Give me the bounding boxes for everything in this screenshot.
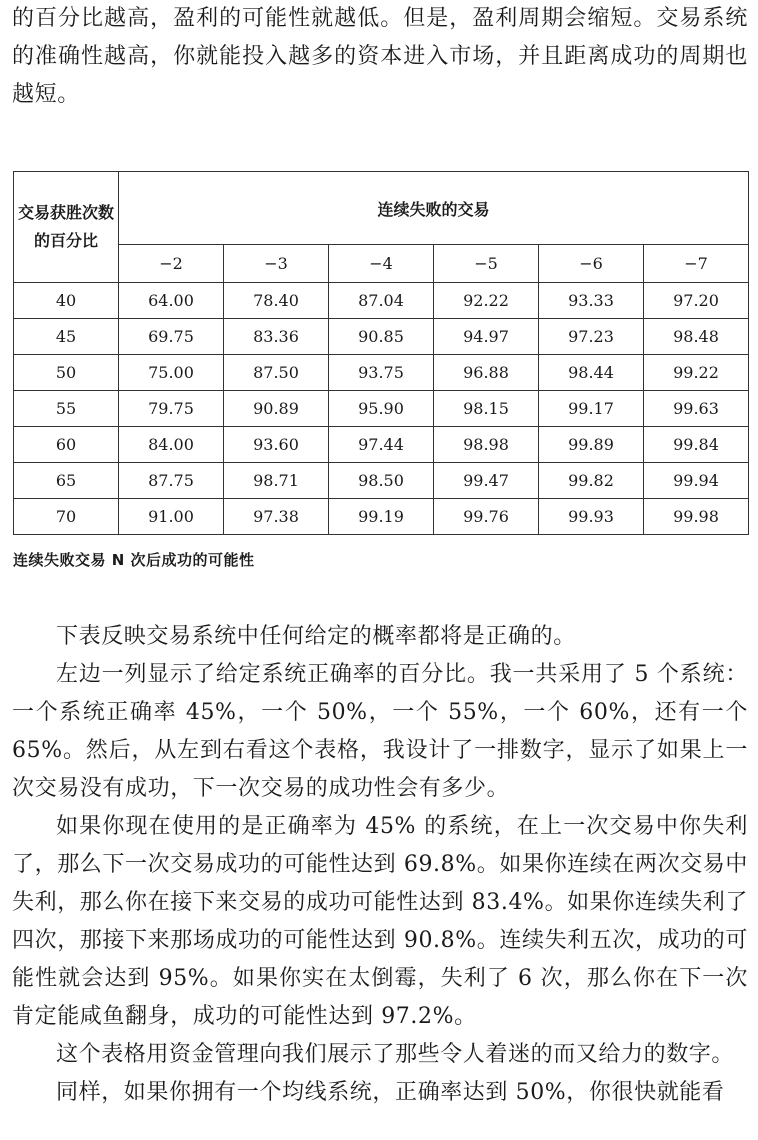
table-cell: 93.75	[329, 355, 434, 391]
table-cell: 97.44	[329, 427, 434, 463]
table-cell: 99.94	[644, 463, 749, 499]
table-cell: 97.20	[644, 283, 749, 319]
column-header: −3	[224, 245, 329, 283]
table-row	[14, 355, 749, 391]
table-cell: 69.75	[119, 319, 224, 355]
table-cell: 98.15	[434, 391, 539, 427]
intro-paragraph: 的百分比越高，盈利的可能性就越低。但是，盈利周期会缩短。交易系统的准确性越高，你就能投入越多的资本进入市场，并且距离成功的周期也越短。	[12, 6, 748, 107]
paragraph: 左边一列显示了给定系统正确率的百分比。我一共采用了 5 个系统：一个系统正确率 45%，一个 50%，一个 55%，一个 60%，还有一个 65%。然后，从左到右看这个表格，我设计了一排数字，显示了如果上一次交易没有成功，下一次交易的成功性会有多少。	[12, 662, 748, 801]
table-row	[14, 463, 749, 499]
table-corner-header: 交易获胜次数的百分比	[14, 172, 119, 283]
table-cell: 97.38	[224, 499, 329, 535]
paragraph: 下表反映交易系统中任何给定的概率都将是正确的。	[56, 624, 576, 649]
table-cell: 78.40	[224, 283, 329, 319]
paragraph: 这个表格用资金管理向我们展示了那些令人着迷的而又给力的数字。	[56, 1042, 735, 1067]
table-row	[14, 427, 749, 463]
table-row	[14, 499, 749, 535]
table-cell: 99.82	[539, 463, 644, 499]
column-header: −7	[644, 245, 749, 283]
row-label: 45	[14, 319, 119, 355]
table-cell: 99.93	[539, 499, 644, 535]
table-cell: 99.76	[434, 499, 539, 535]
table-cell: 93.60	[224, 427, 329, 463]
table-cell: 94.97	[434, 319, 539, 355]
table-cell: 64.00	[119, 283, 224, 319]
table-cell: 87.04	[329, 283, 434, 319]
table-cell: 92.22	[434, 283, 539, 319]
row-label: 70	[14, 499, 119, 535]
table-caption: 连续失败交易 N 次后成功的可能性	[13, 551, 255, 569]
paragraph: 同样，如果你拥有一个均线系统，正确率达到 50%，你很快就能看	[56, 1080, 725, 1105]
table-cell: 99.22	[644, 355, 749, 391]
table-cell: 90.89	[224, 391, 329, 427]
table-row	[14, 391, 749, 427]
table-cell: 79.75	[119, 391, 224, 427]
column-header: −4	[329, 245, 434, 283]
table-cell: 99.19	[329, 499, 434, 535]
table-row	[14, 283, 749, 319]
table-cell: 99.98	[644, 499, 749, 535]
table-cell: 96.88	[434, 355, 539, 391]
table-cell: 83.36	[224, 319, 329, 355]
table-cell: 97.23	[539, 319, 644, 355]
probability-table	[13, 171, 749, 535]
table-cell: 91.00	[119, 499, 224, 535]
table-cell: 95.90	[329, 391, 434, 427]
table-cell: 87.50	[224, 355, 329, 391]
column-header: −5	[434, 245, 539, 283]
table-cell: 99.84	[644, 427, 749, 463]
table-cell: 98.71	[224, 463, 329, 499]
table-group-header: 连续失败的交易	[119, 172, 749, 245]
table-cell: 98.48	[644, 319, 749, 355]
row-label: 55	[14, 391, 119, 427]
column-header: −6	[539, 245, 644, 283]
table-cell: 99.63	[644, 391, 749, 427]
table-cell: 99.17	[539, 391, 644, 427]
table-cell: 93.33	[539, 283, 644, 319]
table-row	[14, 319, 749, 355]
body-text	[12, 618, 748, 1112]
table-cell: 98.50	[329, 463, 434, 499]
table-cell: 98.98	[434, 427, 539, 463]
table-cell: 90.85	[329, 319, 434, 355]
column-header: −2	[119, 245, 224, 283]
row-label: 50	[14, 355, 119, 391]
row-label: 40	[14, 283, 119, 319]
table-cell: 87.75	[119, 463, 224, 499]
row-label: 65	[14, 463, 119, 499]
table-cell: 99.89	[539, 427, 644, 463]
table-cell: 98.44	[539, 355, 644, 391]
paragraph: 如果你现在使用的是正确率为 45% 的系统，在上一次交易中你失利了，那么下一次交易成功的可能性达到 69.8%。如果你连续在两次交易中失利，那么你在接下来交易的成功可能性达到 83.4%。如果你连续失利了四次，那接下来那场成功的可能性达到 90.8%。连续失利五次，成功的可能性就会达到 95%。如果你实在太倒霉，失利了 6 次，那么你在下一次肯定能咸鱼翻身，成功的可能性达到 97.2%。	[12, 814, 748, 1029]
table-cell: 75.00	[119, 355, 224, 391]
table-cell: 99.47	[434, 463, 539, 499]
table-cell: 84.00	[119, 427, 224, 463]
row-label: 60	[14, 427, 119, 463]
